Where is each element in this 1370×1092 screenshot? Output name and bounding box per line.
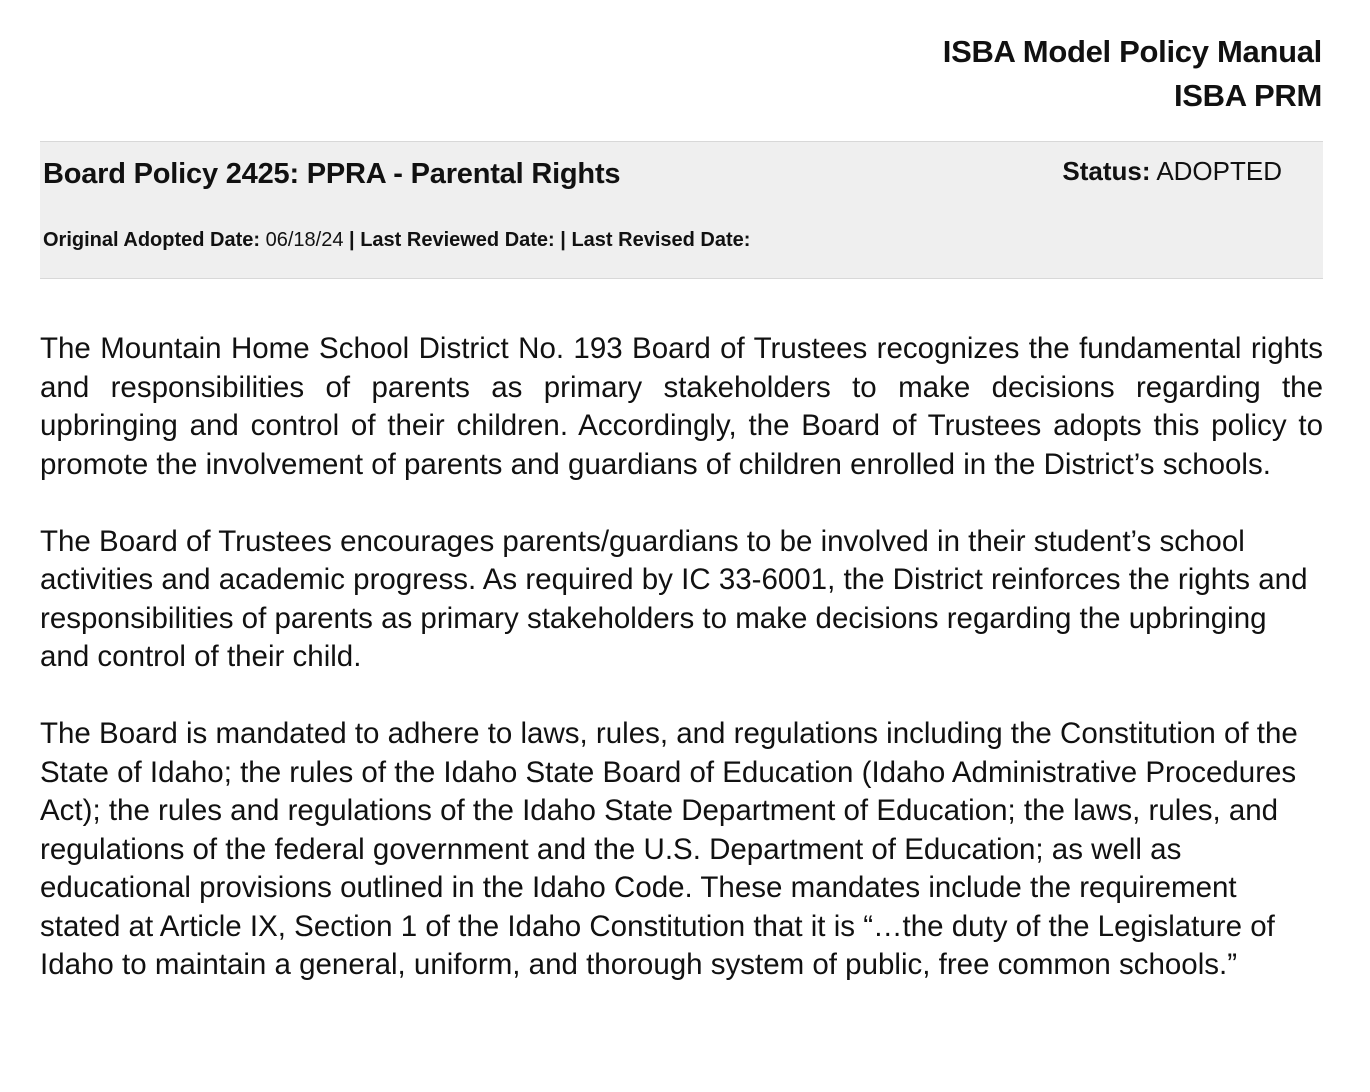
policy-info-box — [40, 141, 1323, 279]
last-revised-label: Last Revised Date: — [571, 229, 751, 251]
date-separator: | — [560, 229, 566, 251]
policy-dates — [43, 229, 750, 252]
manual-header — [943, 30, 1322, 118]
body-paragraph: The Board is mandated to adhere to laws, rules, and regulations including the Constitution of the State of Idaho; the rules of the Idaho State Board of Education (Idaho Administrative Procedures Act); the rules and regulations of the Idaho State Department of Education; the laws, rules, and regulations of the federal government and the U.S. Department of Education; as well as educational provisions outlined in the Idaho Code. These mandates include the requirement stated at Article IX, Section 1 of the Idaho Constitution that it is “…the duty of the Legislature of Idaho to maintain a general, uniform, and thorough system of public, free common schools.” — [40, 717, 1298, 981]
body-paragraph: The Mountain Home School District No. 193 Board of Trustees recognizes the fundamental rights and responsibilities of parents as primary stakeholders to make decisions regarding the upbringing and control of their children. Accordingly, the Board of Trustees adopts this policy to promote the involvement of parents and guardians of children enrolled in the District’s schools. — [40, 332, 1323, 481]
manual-subtitle: ISBA PRM — [1173, 78, 1322, 113]
status-value: ADOPTED — [1156, 156, 1282, 186]
manual-title: ISBA Model Policy Manual — [942, 34, 1322, 69]
body-paragraph: The Board of Trustees encourages parents/guardians to be involved in their student’s school activities and academic progress. As required by IC 33-6001, the District reinforces the rights and responsibilities of parents as primary stakeholders to make decisions regarding the upbringing and control of their child. — [40, 524, 1308, 673]
policy-status — [1062, 156, 1282, 187]
date-separator: | — [349, 229, 355, 251]
policy-title: Board Policy 2425: PPRA - Parental Rights — [43, 158, 621, 190]
original-adopted-label: Original Adopted Date: — [43, 229, 261, 251]
status-label: Status: — [1062, 156, 1151, 186]
policy-body — [40, 330, 1323, 1023]
last-reviewed-label: Last Reviewed Date: — [360, 229, 555, 251]
original-adopted-value: 06/18/24 — [265, 229, 344, 251]
